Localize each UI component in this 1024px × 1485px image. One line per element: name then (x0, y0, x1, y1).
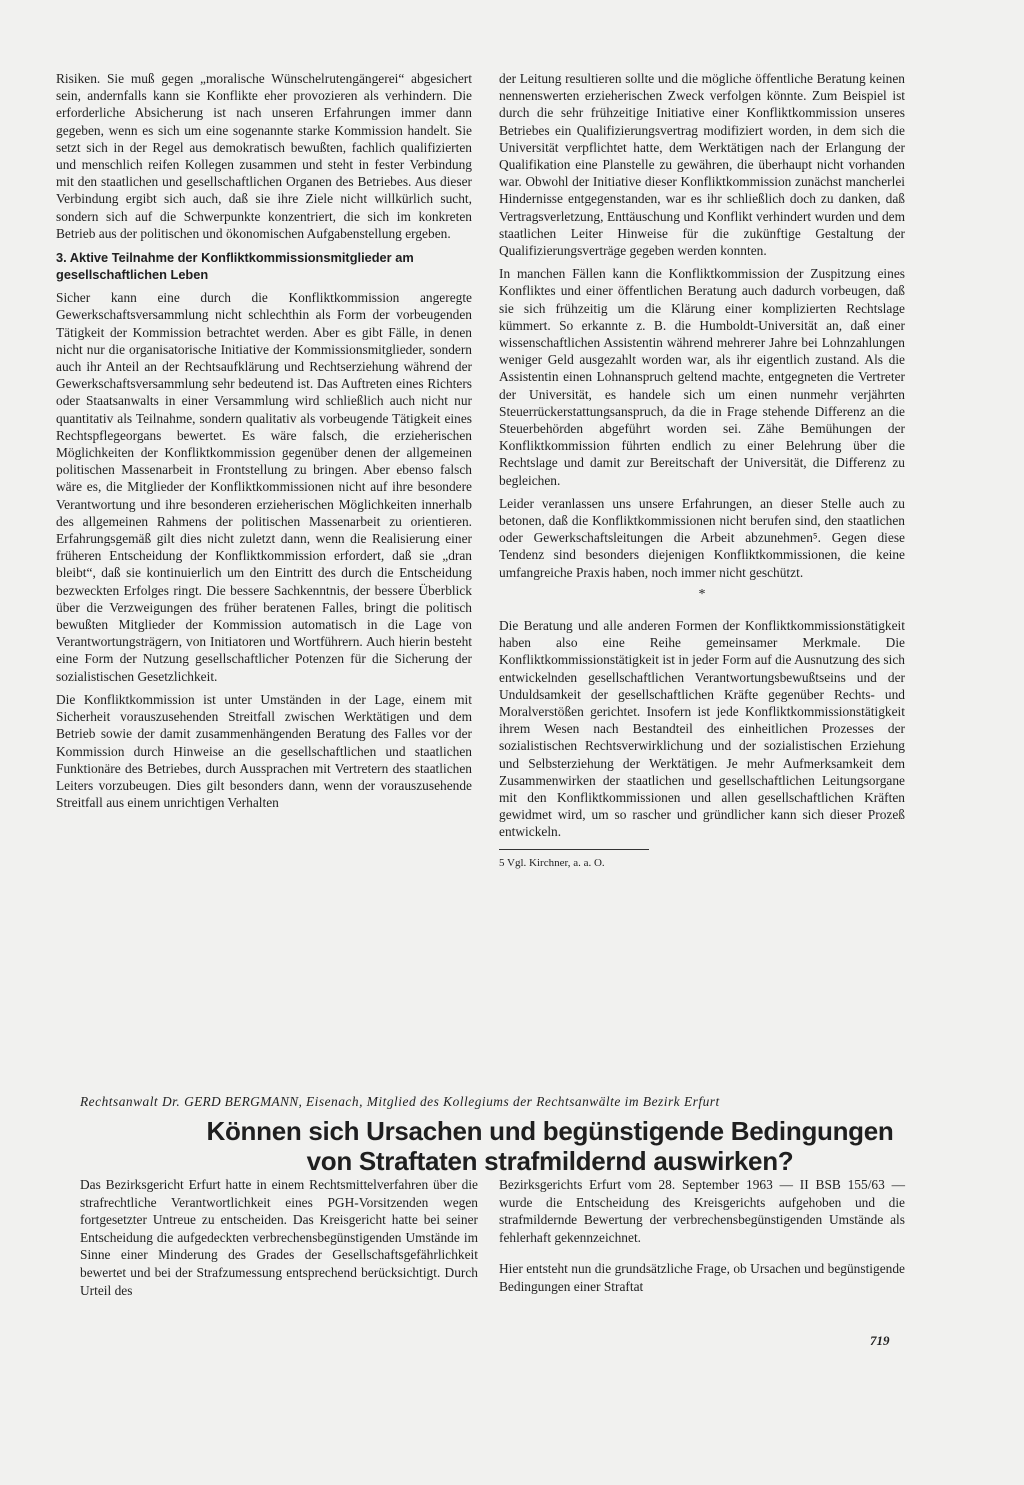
article-title-line-2: von Straftaten strafmildernd auswirken? (306, 1146, 794, 1176)
byline-prefix: Rechtsanwalt Dr. (80, 1094, 181, 1109)
body-paragraph: Risiken. Sie muß gegen „moralische Wünschelrutengängerei“ abgesichert sein, andernfalls kann sie Konflikte eher provozieren als verhindern. Die erforderliche Absicherung ist nach unseren Erfahrungen immer dann gegeben, wenn es sich um eine sogenannte starke Kommission handelt. Sie setzt sich in der Regel aus demokratisch bewußten, fachlich qualifizierten und menschlich reifen Kollegen zusammen und steht in fester Verbindung mit den staatlichen und gesellschaftlichen Organen des Betriebes. Aus dieser Verbindung ergibt sich auch, daß sie ihre Ziele nicht willkürlich sucht, sondern sich auf die Schwerpunkte konzentriert, die sich im konkreten Betrieb aus der politischen und ökonomischen Aufgabenstellung ergeben. (56, 71, 472, 241)
article-right-column (499, 1176, 905, 1310)
body-paragraph: Hier entsteht nun die grundsätzliche Frage, ob Ursachen und begünstigende Bedingungen einer Straftat (499, 1261, 905, 1294)
page-number: 719 (870, 1333, 890, 1348)
body-paragraph: Das Bezirksgericht Erfurt hatte in einem Rechtsmittelverfahren über die strafrechtliche Verantwortlichkeit eines PGH-Vorsitzenden wegen fortgesetzter Untreue zu entscheiden. Das Kreisgericht hatte bei seiner Entscheidung die aufgedeckten verbrechensbegünstigenden Umstände im Sinne einer Minderung des Grades der Gesellschaftsgefährlichkeit bewertet und bei der Strafzumessung entsprechend berücksichtigt. Durch Urteil des (80, 1177, 478, 1298)
article-left-column (80, 1176, 478, 1313)
article-byline (80, 1094, 960, 1110)
byline-suffix: Eisenach, Mitglied des Kollegiums der Rechtsanwälte im Bezirk Erfurt (305, 1094, 720, 1109)
body-paragraph: der Leitung resultieren sollte und die mögliche öffentliche Beratung keinen nennenswerten erzieherischen Zweck verfolgen könnte. Zum Beispiel ist durch die sehr frühzeitige Initiative einer Konfliktkommission unseres Betriebes ein Qualifizierungsvertrag modifiziert worden, in dem sich die Universität verpflichtet hatte, dem Werktätigen nach der Erlangung der Qualifikation eine Planstelle zu gewähren, die überhaupt nicht vorhanden war. Obwohl der Initiative dieser Konfliktkommission zunächst mancherlei Hindernisse entgegenstanden, war es ihr schließlich doch zu danken, daß Vertragsverletzung, Enttäuschung und Konflikt verhindert wurden und dem staatlichen Leiter Hinweise für die zukünftige Gestaltung der Qualifizierungsverträge gegeben werden konnten. (499, 71, 905, 259)
section-separator: * (698, 586, 706, 602)
byline-author: GERD BERGMANN, (184, 1094, 303, 1109)
body-paragraph: Leider veranlassen uns unsere Erfahrungen, an dieser Stelle auch zu betonen, daß die Konfliktkommissionen nicht berufen sind, den staatlichen oder Gewerkschaftsleitungen die Arbeit abzunehmen⁵. Gegen diese Tendenz sind besonders diejenigen Konfliktkommissionen, die keine umfangreiche Praxis haben, noch immer nicht geschützt. (499, 495, 905, 580)
section-heading: 3. Aktive Teilnahme der Konfliktkommissionsmitglieder am gesellschaftlichen Leben (56, 250, 414, 282)
right-column (499, 70, 905, 876)
body-paragraph: Die Konfliktkommission ist unter Umständen in der Lage, einem mit Sicherheit vorauszusehenden Streitfall zwischen Werktätigen und dem Betrieb sowie der damit zusammenhängenden Beratung des Falles vor der Kommission durch Hinweise an die gesellschaftlichen und staatlichen Funktionäre des Betriebes, durch Aussprachen mit Vertretern des staatlichen Leiters vorzubeugen. Dies gilt besonders dann, wenn der vorauszusehende Streitfall aus einem unrichtigen Verhalten (56, 691, 472, 811)
footnote: 5 Vgl. Kirchner, a. a. O. (499, 856, 605, 869)
body-paragraph: Bezirksgerichts Erfurt vom 28. September 1963 — II BSB 155/63 — wurde die Entscheidung des Kreisgerichts aufgehoben und die strafmildernde Bewertung der verbrechensbegünstigenden Umstände als fehlerhaft gekennzeichnet. (499, 1177, 905, 1245)
body-paragraph: Die Beratung und alle anderen Formen der Konfliktkommissionstätigkeit haben also eine Reihe gemeinsamer Merkmale. Die Konfliktkommissionstätigkeit ist in jeder Form auf die Ausnutzung des sich entwickelnden gesellschaftlichen Verantwortungsbewußtseins und der Unduldsamkeit der gesellschaftlichen Kräfte gegenüber Rechts- und Moralverstößen gerichtet. Insofern ist jede Konfliktkommissionstätigkeit ihrem Wesen nach Bestandteil des einheitlichen Prozesses der sozialistischen Rechtsverwirklichung und der sozialistischen Erziehung und Selbsterziehung der Werktätigen. Je mehr Aufmerksamkeit dem Zusammenwirken der staatlichen und gesellschaftlichen Leitungsorgane mit den Konfliktkommissionen und allen gesellschaftlichen Kräften gewidmet wird, um so rascher und gründlicher kann sich dieser Prozeß entwickeln. (499, 617, 905, 840)
body-paragraph: Sicher kann eine durch die Konfliktkommission angeregte Gewerkschaftsversammlung nicht schlechthin als Form der vorbeugenden Tätigkeit der Kommission betrachtet werden. Aber es gibt Fälle, in denen nicht nur die organisatorische Initiative der Kommissionsmitglieder, sondern auch ihr Anteil an der Rechtsaufklärung und Rechtserziehung während der Gewerkschaftsversammlung sehr bedeutend ist. Das Auftreten eines Richters oder Staatsanwalts in einer Versammlung wird schließlich auch nicht nur quantitativ als Teilnahme, sondern qualitativ als vorbeugende Tätigkeit eines Rechtspflegeorgans bewertet. Es wäre falsch, die erzieherischen Möglichkeiten der Konfliktkommission gegenüber denen der allgemeinen politischen Massenarbeit in Frontstellung zu bringen. Aber ebenso falsch wäre es, die Mitglieder der Konfliktkommissionen nicht auf ihre besondere Verantwortung und ihre besonderen erzieherischen Möglichkeiten innerhalb des allgemeinen Rahmens der politischen Massenarbeit zu orientieren. Erfahrungsgemäß gilt dies nicht zuletzt dann, wenn die Realisierung einer früheren Entscheidung der Konfliktkommission erfordert, daß sie „dran bleibt“, daß sie kontinuierlich um den Eintritt des durch die Entscheidung bezweckten Erfolges ringt. Die bessere Sachkenntnis, der bessere Überblick über die Verzweigungen des früher beratenen Falles, bringt die politisch bewußten Mitglieder der Kommission automatisch in die Lage von Verantwortungsträgern, von Initiatoren und Wortführern. Auch hierin besteht eine Form der Nutzung gesellschaftlicher Potenzen für die Sicherung der sozialistischen Gesetzlichkeit. (56, 290, 472, 684)
left-column (56, 70, 472, 817)
body-paragraph: In manchen Fällen kann die Konfliktkommission der Zuspitzung eines Konfliktes und einer öffentlichen Beratung auch dadurch vorbeugen, daß sie sich frühzeitig um die Klärung einer komplizierten Rechtslage kümmert. So erkannte z. B. die Humboldt-Universität an, daß einer wissenschaftlichen Assistentin während mehrerer Jahre bei Lohnzahlungen weniger Geld ausgezahlt worden war, als ihr eigentlich zustand. Als die Assistentin einen Lohnanspruch geltend machte, entgegneten die Vertreter der Universität, es handele sich um einen nunmehr verjährten Steuerrückerstattungsanspruch, da die in Frage stehende Differenz an die Steuerbehörden abgeführt worden sei. Zähe Bemühungen der Konfliktkommission führten endlich zu einer Belehrung über die Rechtslage und damit zur Bereitschaft der Universität, die Differenz zu begleichen. (499, 266, 905, 488)
article-title-line-1: Können sich Ursachen und begünstigende Bedingungen (206, 1116, 894, 1146)
article-title (100, 1116, 1000, 1176)
footnote-rule (499, 849, 649, 850)
